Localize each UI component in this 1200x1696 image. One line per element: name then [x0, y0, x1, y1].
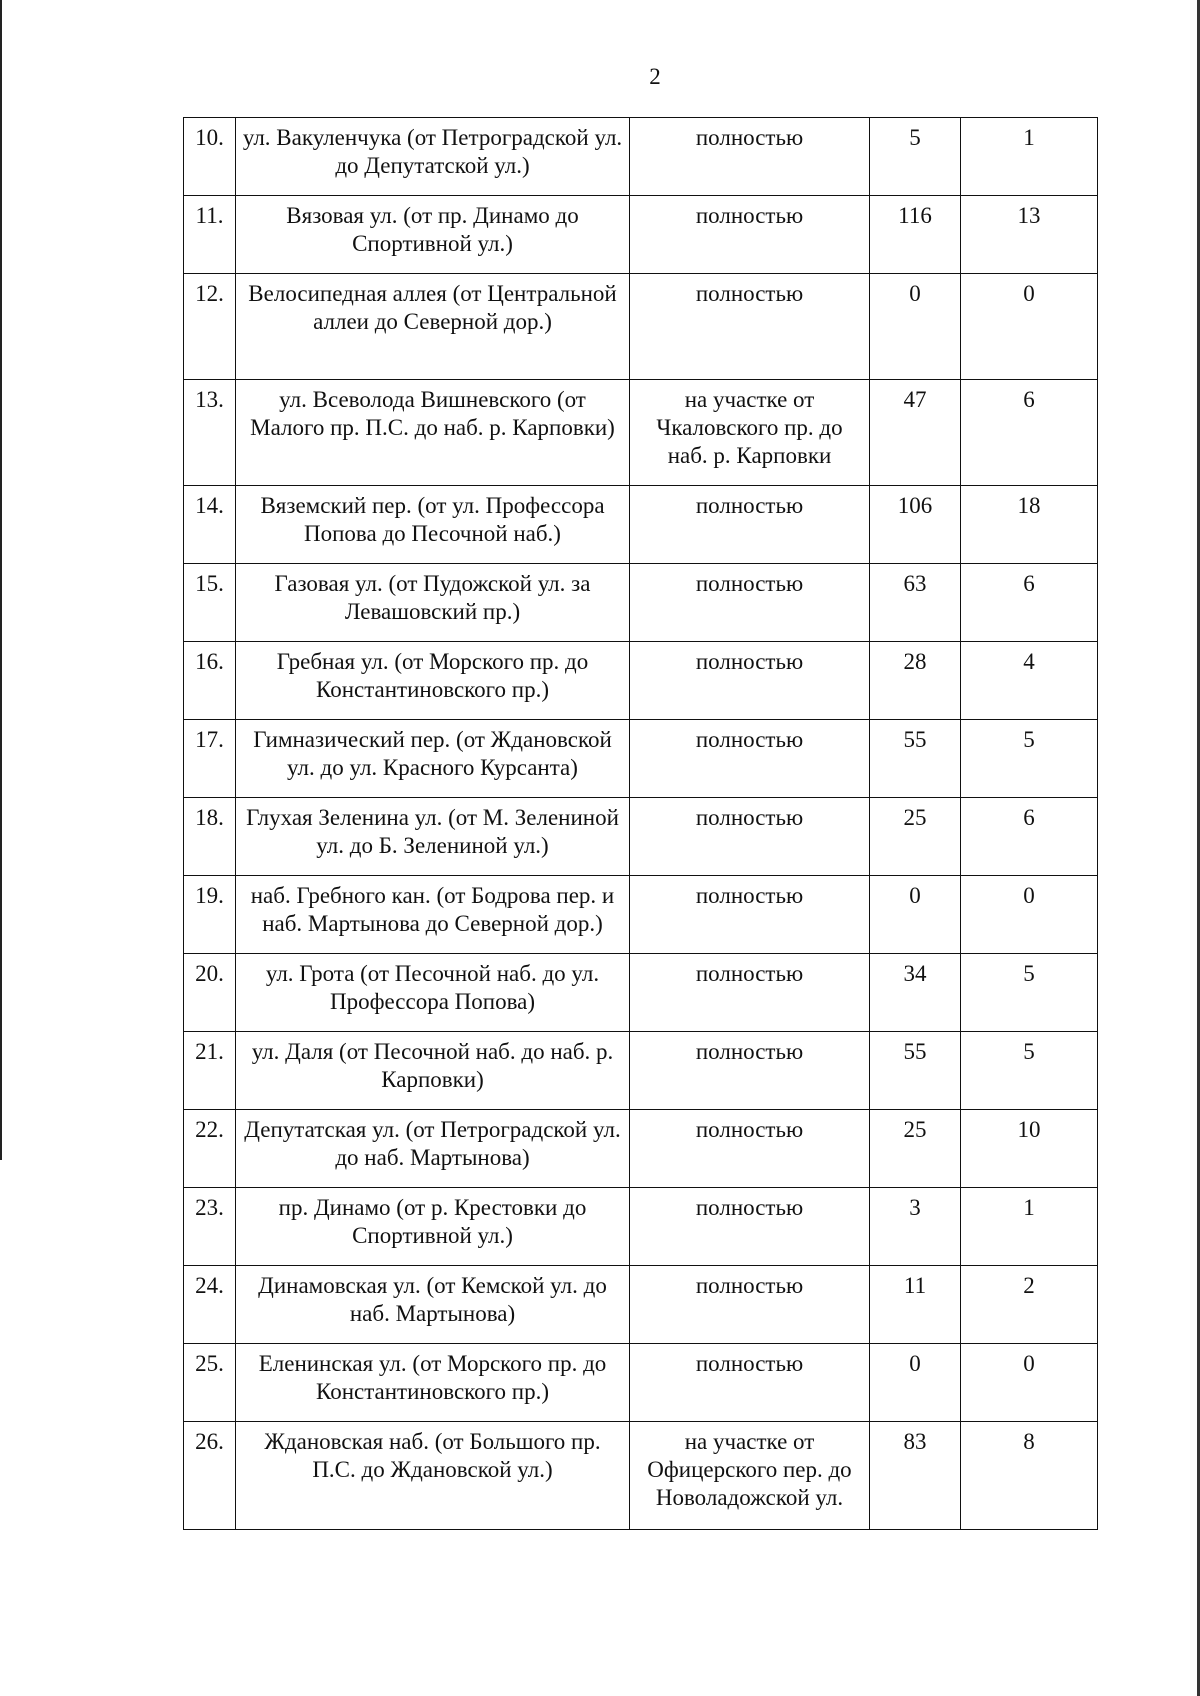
street-name: пр. Динамо (от р. Крестовки до Спортивной ул.) — [236, 1188, 630, 1266]
row-number: 14. — [184, 486, 236, 564]
length-value: 25 — [870, 1110, 961, 1188]
street-name: Гребная ул. (от Морского пр. до Константиновского пр.) — [236, 642, 630, 720]
length-value: 55 — [870, 720, 961, 798]
street-name: Глухая Зеленина ул. (от М. Зелениной ул. до Б. Зелениной ул.) — [236, 798, 630, 876]
row-number: 16. — [184, 642, 236, 720]
count-value: 13 — [961, 196, 1098, 274]
section-extent: полностью — [630, 486, 870, 564]
count-value: 0 — [961, 274, 1098, 380]
table-row — [184, 954, 1098, 1032]
length-value: 11 — [870, 1266, 961, 1344]
street-name: Еленинская ул. (от Морского пр. до Константиновского пр.) — [236, 1344, 630, 1422]
street-name: ул. Даля (от Песочной наб. до наб. р. Карповки) — [236, 1032, 630, 1110]
table-row — [184, 380, 1098, 486]
row-number: 13. — [184, 380, 236, 486]
table-row — [184, 486, 1098, 564]
section-extent: полностью — [630, 876, 870, 954]
count-value: 1 — [961, 1188, 1098, 1266]
length-value: 0 — [870, 876, 961, 954]
count-value: 6 — [961, 564, 1098, 642]
section-extent: полностью — [630, 954, 870, 1032]
length-value: 5 — [870, 118, 961, 196]
street-name: наб. Гребного кан. (от Бодрова пер. и наб. Мартынова до Северной дор.) — [236, 876, 630, 954]
count-value: 4 — [961, 642, 1098, 720]
row-number: 20. — [184, 954, 236, 1032]
section-extent: полностью — [630, 1188, 870, 1266]
count-value: 6 — [961, 798, 1098, 876]
length-value: 47 — [870, 380, 961, 486]
street-name: Газовая ул. (от Пудожской ул. за Левашовский пр.) — [236, 564, 630, 642]
row-number: 12. — [184, 274, 236, 380]
section-extent: полностью — [630, 274, 870, 380]
row-number: 25. — [184, 1344, 236, 1422]
table-row — [184, 1344, 1098, 1422]
table-row — [184, 1110, 1098, 1188]
count-value: 6 — [961, 380, 1098, 486]
section-extent: полностью — [630, 118, 870, 196]
section-extent: полностью — [630, 1266, 870, 1344]
street-name: Депутатская ул. (от Петроградской ул. до наб. Мартынова) — [236, 1110, 630, 1188]
section-extent: на участке от Офицерского пер. до Новоладожской ул. — [630, 1422, 870, 1530]
table-row — [184, 798, 1098, 876]
count-value: 1 — [961, 118, 1098, 196]
table-row — [184, 876, 1098, 954]
street-name: ул. Всеволода Вишневского (от Малого пр. П.С. до наб. р. Карповки) — [236, 380, 630, 486]
table-row — [184, 1188, 1098, 1266]
streets-table — [183, 117, 1098, 1530]
street-name: Вяземский пер. (от ул. Профессора Попова до Песочной наб.) — [236, 486, 630, 564]
row-number: 24. — [184, 1266, 236, 1344]
table-row — [184, 564, 1098, 642]
length-value: 116 — [870, 196, 961, 274]
row-number: 26. — [184, 1422, 236, 1530]
table-row — [184, 1422, 1098, 1530]
section-extent: полностью — [630, 642, 870, 720]
section-extent: полностью — [630, 720, 870, 798]
length-value: 28 — [870, 642, 961, 720]
count-value: 0 — [961, 876, 1098, 954]
count-value: 8 — [961, 1422, 1098, 1530]
length-value: 25 — [870, 798, 961, 876]
section-extent: полностью — [630, 1344, 870, 1422]
section-extent: полностью — [630, 1032, 870, 1110]
row-number: 10. — [184, 118, 236, 196]
length-value: 0 — [870, 1344, 961, 1422]
row-number: 18. — [184, 798, 236, 876]
street-name: ул. Грота (от Песочной наб. до ул. Профессора Попова) — [236, 954, 630, 1032]
count-value: 18 — [961, 486, 1098, 564]
row-number: 21. — [184, 1032, 236, 1110]
row-number: 15. — [184, 564, 236, 642]
scan-edge-left — [0, 0, 2, 1160]
page-number: 2 — [649, 64, 661, 89]
count-value: 2 — [961, 1266, 1098, 1344]
street-name: Велосипедная аллея (от Центральной аллеи до Северной дор.) — [236, 274, 630, 380]
street-name: Вязовая ул. (от пр. Динамо до Спортивной ул.) — [236, 196, 630, 274]
section-extent: полностью — [630, 1110, 870, 1188]
table-row — [184, 720, 1098, 798]
count-value: 5 — [961, 720, 1098, 798]
street-name: Ждановская наб. (от Большого пр. П.С. до Ждановской ул.) — [236, 1422, 630, 1530]
row-number: 11. — [184, 196, 236, 274]
count-value: 5 — [961, 1032, 1098, 1110]
row-number: 19. — [184, 876, 236, 954]
street-name: Динамовская ул. (от Кемской ул. до наб. Мартынова) — [236, 1266, 630, 1344]
length-value: 0 — [870, 274, 961, 380]
length-value: 3 — [870, 1188, 961, 1266]
table-row — [184, 1032, 1098, 1110]
street-name: Гимназический пер. (от Ждановской ул. до ул. Красного Курсанта) — [236, 720, 630, 798]
length-value: 63 — [870, 564, 961, 642]
section-extent: полностью — [630, 196, 870, 274]
table-row — [184, 642, 1098, 720]
count-value: 10 — [961, 1110, 1098, 1188]
length-value: 55 — [870, 1032, 961, 1110]
section-extent: полностью — [630, 798, 870, 876]
count-value: 5 — [961, 954, 1098, 1032]
table-row — [184, 196, 1098, 274]
length-value: 34 — [870, 954, 961, 1032]
table-row — [184, 274, 1098, 380]
row-number: 23. — [184, 1188, 236, 1266]
table-row — [184, 118, 1098, 196]
table-row — [184, 1266, 1098, 1344]
row-number: 22. — [184, 1110, 236, 1188]
count-value: 0 — [961, 1344, 1098, 1422]
length-value: 106 — [870, 486, 961, 564]
section-extent: полностью — [630, 564, 870, 642]
section-extent: на участке от Чкаловского пр. до наб. р. Карповки — [630, 380, 870, 486]
row-number: 17. — [184, 720, 236, 798]
length-value: 83 — [870, 1422, 961, 1530]
street-name: ул. Вакуленчука (от Петроградской ул. до Депутатской ул.) — [236, 118, 630, 196]
